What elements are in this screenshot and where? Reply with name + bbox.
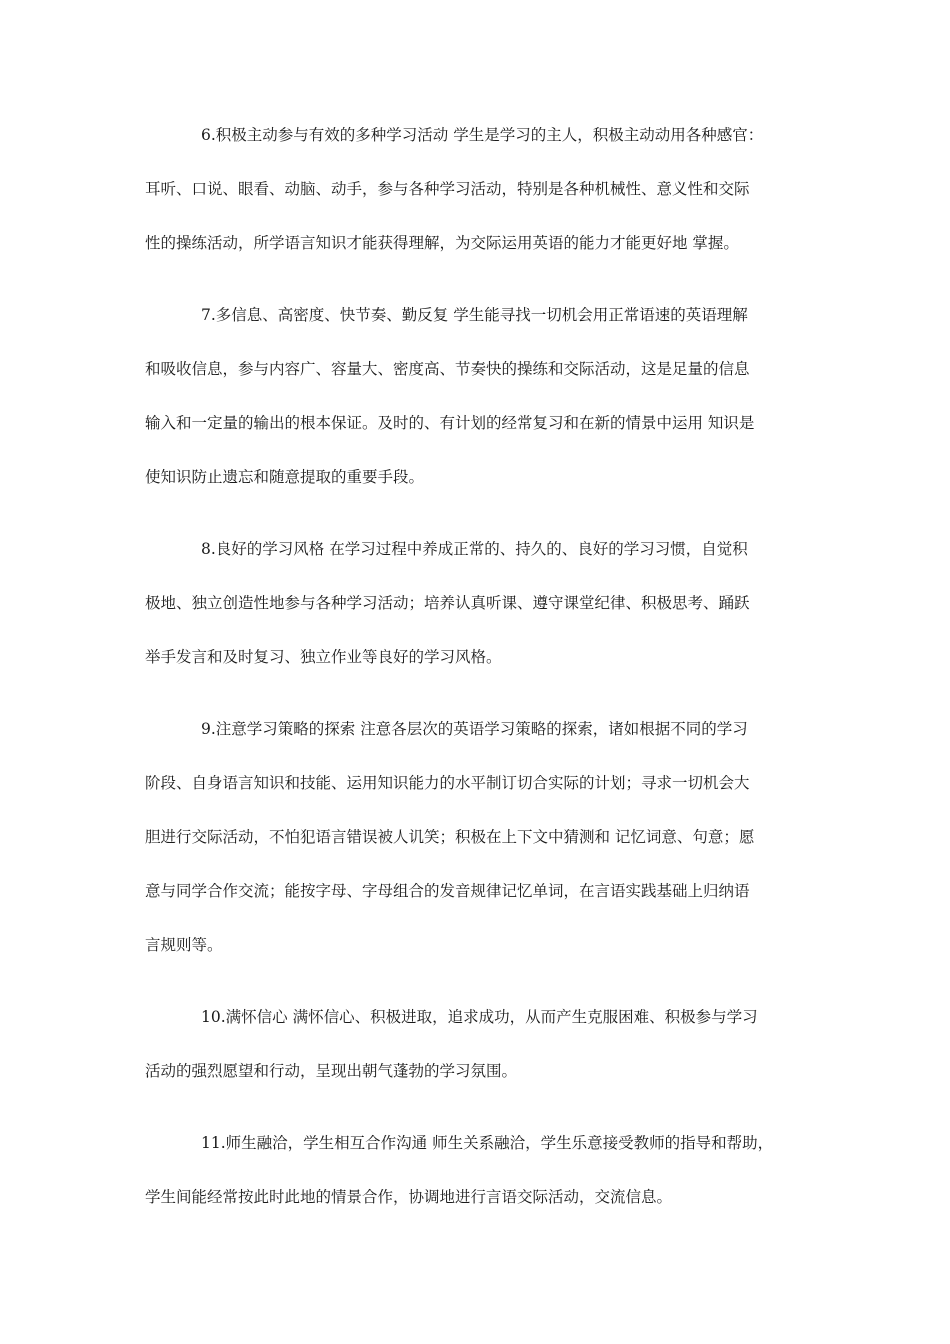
text-line: 10.满怀信心 满怀信心、积极进取，追求成功，从而产生克服困难、积极参与学习: [201, 1008, 758, 1026]
text-line: 使知识防止遗忘和随意提取的重要手段。: [145, 468, 425, 486]
paragraph-11: [145, 1128, 807, 1212]
paragraph-7: [145, 300, 807, 492]
paragraph-10: [145, 1002, 807, 1086]
text-line: 9.注意学习策略的探索 注意各层次的英语学习策略的探索，诸如根据不同的学习: [201, 720, 748, 738]
text-line: 学生间能经常按此时此地的情景合作，协调地进行言语交际活动，交流信息。: [145, 1188, 673, 1206]
paragraph-8: [145, 534, 807, 672]
text-line: 言规则等。: [145, 936, 223, 954]
text-line: 举手发言和及时复习、独立作业等良好的学习风格。: [145, 648, 502, 666]
text-line: 6.积极主动参与有效的多种学习活动 学生是学习的主人，积极主动动用各种感官：: [201, 126, 764, 144]
paragraph-9: [145, 714, 807, 960]
text-line: 输入和一定量的输出的根本保证。及时的、有计划的经常复习和在新的情景中运用 知识是: [145, 414, 755, 432]
text-line: 耳听、口说、眼看、动脑、动手，参与各种学习活动，特别是各种机械性、意义性和交际: [145, 180, 750, 198]
document-body: [145, 120, 807, 1254]
text-line: 性的操练活动，所学语言知识才能获得理解，为交际运用英语的能力才能更好地 掌握。: [145, 234, 739, 252]
text-line: 8.良好的学习风格 在学习过程中养成正常的、持久的、良好的学习习惯，自觉积: [201, 540, 748, 558]
text-line: 活动的强烈愿望和行动，呈现出朝气蓬勃的学习氛围。: [145, 1062, 518, 1080]
paragraph-6: [145, 120, 807, 258]
text-line: 胆进行交际活动，不怕犯语言错误被人讥笑；积极在上下文中猜测和 记忆词意、句意；愿: [145, 828, 755, 846]
text-line: 11.师生融洽，学生相互合作沟通 师生关系融洽，学生乐意接受教师的指导和帮助，: [201, 1134, 774, 1152]
text-line: 7.多信息、高密度、快节奏、勤反复 学生能寻找一切机会用正常语速的英语理解: [201, 306, 748, 324]
text-line: 和吸收信息，参与内容广、容量大、密度高、节奏快的操练和交际活动，这是足量的信息: [145, 360, 750, 378]
text-line: 阶段、自身语言知识和技能、运用知识能力的水平制订切合实际的计划；寻求一切机会大: [145, 774, 750, 792]
text-line: 极地、独立创造性地参与各种学习活动；培养认真听课、遵守课堂纪律、积极思考、踊跃: [145, 594, 750, 612]
text-line: 意与同学合作交流；能按字母、字母组合的发音规律记忆单词，在言语实践基础上归纳语: [145, 882, 750, 900]
